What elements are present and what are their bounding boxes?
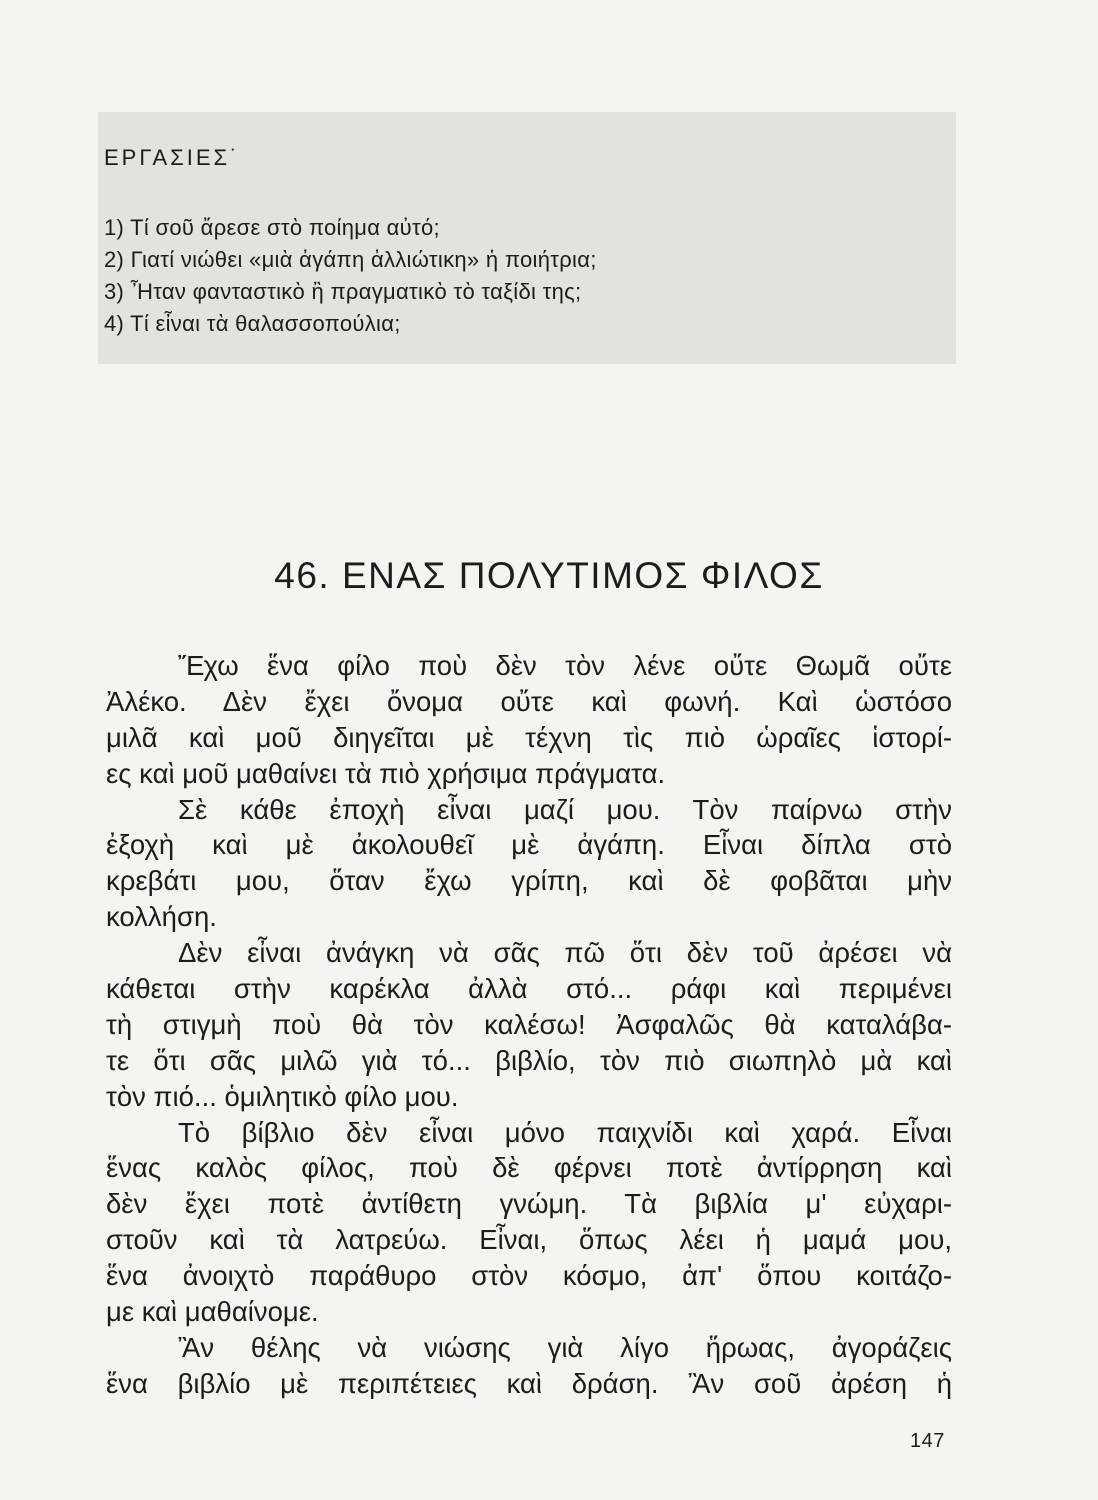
text-line: ἕνα ἀνοιχτὸ παράθυρο στὸν κόσμο, ἀπ' ὅπου κοιτάζο- [106,1260,952,1292]
text-line: Ἀλέκο. Δὲν ἔχει ὄνομα οὔτε καὶ φωνή. Καὶ ὡστόσο [106,685,952,717]
exercise-question: 3) Ἦταν φανταστικὸ ἢ πραγματικὸ τὸ ταξίδι της; [104,279,582,304]
paragraph [106,1115,952,1330]
exercises-heading: ΕΡΓΑΣΙΕΣ˙ [104,145,241,170]
chapter-body-text [106,648,952,1402]
text-line: Σὲ κάθε ἐποχὴ εἶναι μαζί μου. Τὸν παίρνω στὴν [178,793,952,825]
text-line: με καὶ μαθαίνομε. [106,1296,319,1328]
text-line: Τὸ βίβλιο δὲν εἶναι μόνο παιχνίδι καὶ χαρά. Εἶναι [178,1116,952,1148]
exercise-question: 4) Τί εἶναι τὰ θαλασσοπούλια; [104,311,401,336]
exercise-question: 2) Γιατί νιώθει «μιὰ ἀγάπη ἀλλιώτικη» ἡ ποιήτρια; [104,247,597,272]
text-line: στοῦν καὶ τὰ λατρεύω. Εἶναι, ὅπως λέει ἡ μαμά μου, [106,1224,952,1256]
paragraph [106,935,952,1114]
text-line: Ἂν θέλης νὰ νιώσης γιὰ λίγο ἥρωας, ἀγοράζεις [178,1331,952,1363]
text-line: κολλήση. [106,901,217,933]
paragraph [106,792,952,936]
page-number: 147 [910,1430,945,1452]
text-line: τὸν πιό... ὁμιλητικὸ φίλο μου. [106,1080,459,1112]
text-line: τε ὅτι σᾶς μιλῶ γιὰ τό... βιβλίο, τὸν πιὸ σιωπηλὸ μὰ καὶ [106,1044,952,1076]
text-line: μιλᾶ καὶ μοῦ διηγεῖται μὲ τέχνη τὶς πιὸ ὡραῖες ἱστορί- [106,721,952,753]
paragraph [106,1330,952,1402]
text-line: ες καὶ μοῦ μαθαίνει τὰ πιὸ χρήσιμα πράγματα. [106,757,666,789]
text-line: κρεβάτι μου, ὅταν ἔχω γρίπη, καὶ δὲ φοβᾶται μὴν [106,865,952,897]
text-line: τὴ στιγμὴ ποὺ θὰ τὸν καλέσω! Ἀσφαλῶς θὰ καταλάβα- [106,1008,952,1040]
chapter-title: 46. ΕΝΑΣ ΠΟΛΥΤΙΜΟΣ ΦΙΛΟΣ [274,555,824,596]
text-line: ἕνας καλὸς φίλος, ποὺ δὲ φέρνει ποτὲ ἀντίρρηση καὶ [106,1152,952,1184]
text-line: ἕνα βιβλίο μὲ περιπέτειες καὶ δράση. Ἂν σοῦ ἀρέση ἡ [106,1367,952,1399]
text-line: δὲν ἔχει ποτὲ ἀντίθετη γνώμη. Τὰ βιβλία μ' εὐχαρι- [106,1188,952,1220]
text-line: κάθεται στὴν καρέκλα ἀλλὰ στό... ράφι καὶ περιμένει [106,973,952,1005]
text-line: Ἔχω ἕνα φίλο ποὺ δὲν τὸν λένε οὔτε Θωμᾶ οὔτε [178,650,952,681]
exercise-question: 1) Τί σοῦ ἄρεσε στὸ ποίημα αὐτό; [104,215,440,240]
text-line: Δὲν εἶναι ἀνάγκη νὰ σᾶς πῶ ὅτι δὲν τοῦ ἀρέσει νὰ [178,937,952,969]
text-line: ἐξοχὴ καὶ μὲ ἀκολουθεῖ μὲ ἀγάπη. Εἶναι δίπλα στὸ [106,829,952,861]
paragraph [106,648,952,792]
exercises-question-list [104,212,597,340]
